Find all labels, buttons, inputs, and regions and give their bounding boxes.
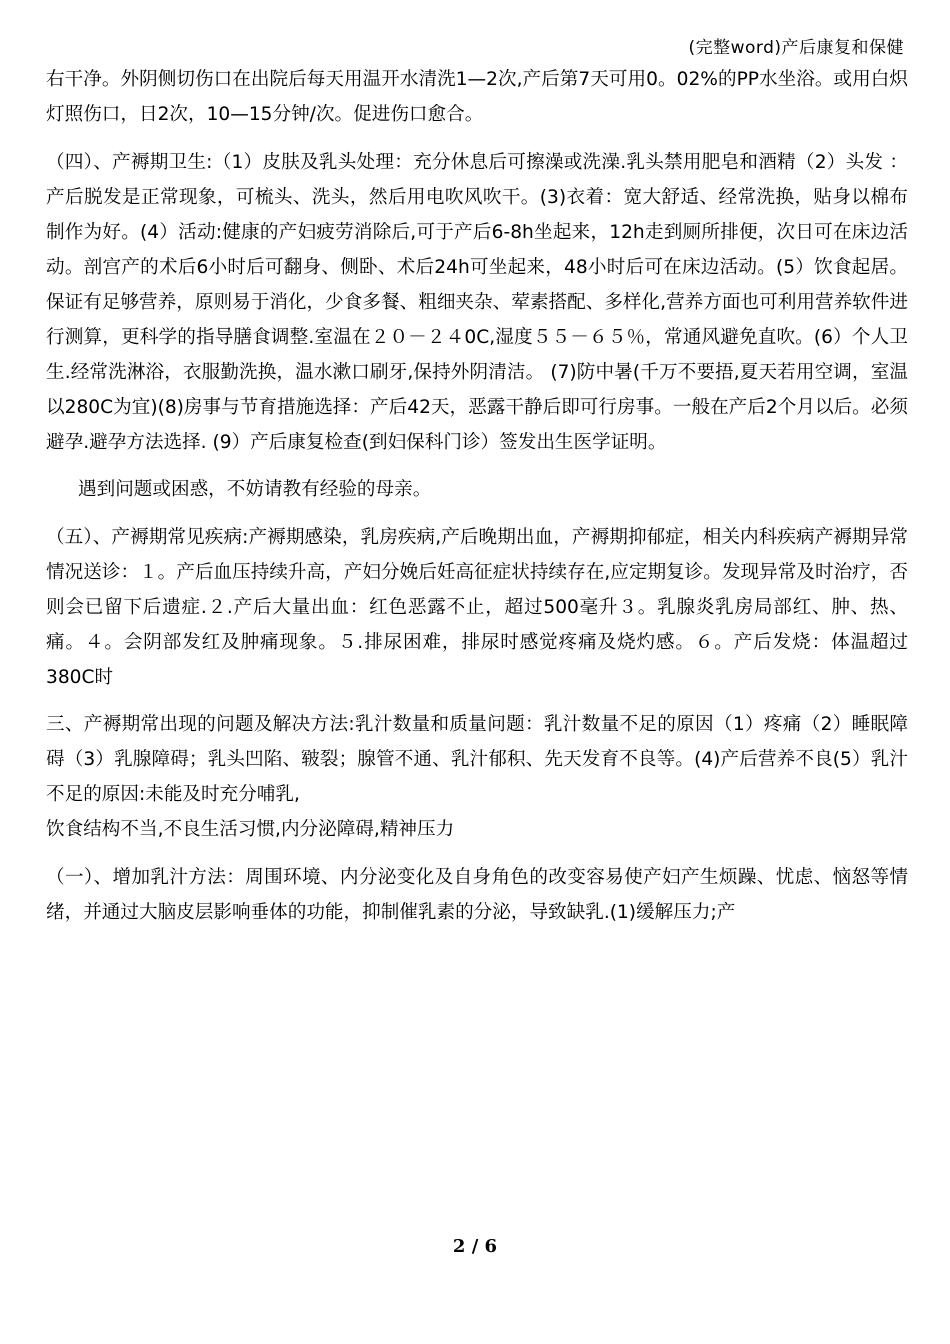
paragraph-wound-care: 右干净。外阴侧切伤口在出院后每天用温开水清洗1—2次,产后第7天可用0。02%的PP水坐浴。或用白炽灯照伤口，日2次，10—15分钟/次。促进伤口愈合。 xyxy=(46,69,908,125)
document-header-title: (完整word)产后康复和保健 xyxy=(688,38,904,58)
paragraph-milk-causes: 饮食结构不当,不良生活习惯,内分泌障碍,精神压力 xyxy=(46,819,455,841)
paragraph-ask-mother: 遇到问题或困惑，不妨请教有经验的母亲。 xyxy=(78,479,432,501)
page-number: 2 / 6 xyxy=(452,1236,498,1257)
paragraph-puerperal-hygiene: （四）、产褥期卫生:（1）皮肤及乳头处理：充分休息后可擦澡或洗澡.乳头禁用肥皂和酒精（2）头发 ：产后脱发是正常现象，可梳头、洗头，然后用电吹风吹干。(3)衣着：宽大舒适、经常洗换，贴身以棉布制作为好。(4）活动:健康的产妇疲劳消除后,可于产后6-8h坐起来，12h走到厕所排便，次日可在床边活动。剖宫产的术后6小时后可翻身、侧卧、术后24h可坐起来，48小时后可在床边活动。(5）饮食起居。保证有足够营养，原则易于消化，少食多餐、粗细夹杂、荤素搭配、多样化,营养方面也可利用营养软件进行测算，更科学的指导膳食调整.室温在２０－２４0C,湿度５５－６５％，常通风避免直吹。(6）个人卫生.经常洗淋浴，衣服勤洗换，温水漱口刷牙,保持外阴清洁。 (7)防中暑(千万不要捂,夏天若用空调，室温以280C为宜)(8)房事与节育措施选择：产后42天，恶露干静后即可行房事。一般在产后2个月以后。必须避孕.避孕方法选择. (9）产后康复检查(到妇保科门诊）签发出生医学证明。 xyxy=(46,151,908,453)
paragraph-common-problems: 三、产褥期常出现的问题及解决方法:乳汁数量和质量问题：乳汁数量不足的原因（1）疼痛（2）睡眠障碍（3）乳腺障碍；乳头凹陷、皲裂；腺管不通、乳汁郁积、先天发育不良等。(4)产后营养不良(5）乳汁不足的原因:未能及时充分哺乳, xyxy=(46,714,908,806)
document-body xyxy=(46,62,908,943)
paragraph-increase-milk: （一）、增加乳汁方法：周围环境、内分泌变化及自身角色的改变容易使产妇产生烦躁、忧虑、恼怒等情绪，并通过大脑皮层影响垂体的功能，抑制催乳素的分泌，导致缺乳.(1)缓解压力;产 xyxy=(46,866,908,923)
paragraph-common-diseases: （五）、产褥期常见疾病:产褥期感染，乳房疾病,产后晚期出血，产褥期抑郁症，相关内科疾病产褥期异常情况送诊：１。产后血压持续升高，产妇分娩后妊高征症状持续存在,应定期复诊。发现异常及时治疗，否则会已留下后遗症.２.产后大量出血：红色恶露不止，超过500毫升３。乳腺炎乳房局部红、肿、热、痛。４。会阴部发红及肿痛现象。５.排尿困难，排尿时感觉疼痛及烧灼感。６。产后发烧：体温超过380C时 xyxy=(46,526,908,688)
